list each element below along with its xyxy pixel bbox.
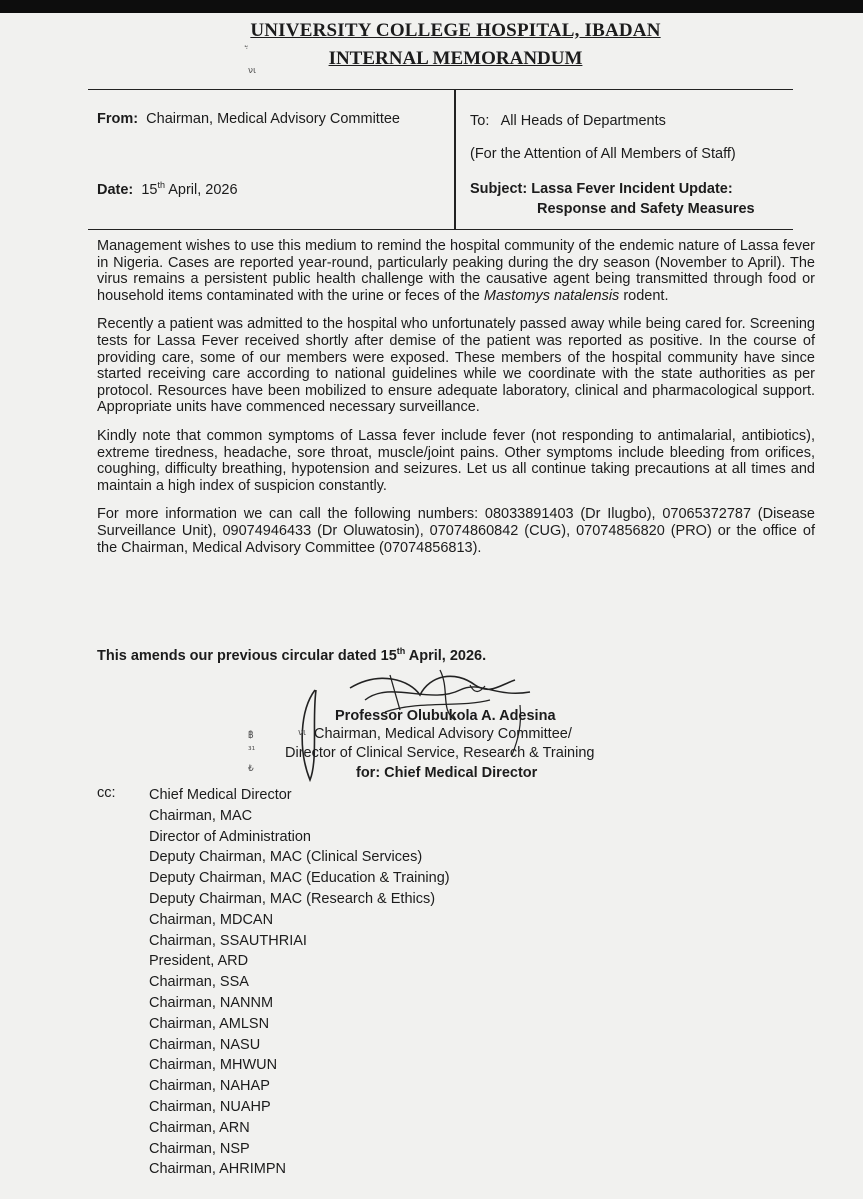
memo-header-divider	[454, 89, 456, 230]
institution-title: UNIVERSITY COLLEGE HOSPITAL, IBADAN	[250, 20, 661, 41]
amendment-note: This amends our previous circular dated 15th April, 2026.	[97, 646, 487, 664]
cc-recipient: Chairman, NUAHP	[149, 1098, 271, 1115]
memo-body	[97, 238, 815, 568]
cc-recipient: Chairman, AMLSN	[149, 1015, 270, 1032]
cc-recipient: Chairman, SSA	[149, 974, 249, 991]
cc-recipient: Chairman, MAC	[149, 807, 253, 824]
stamp-fragment: νι	[248, 66, 257, 76]
stamp-fragment: νι	[298, 728, 307, 738]
paragraph-incident: Recently a patient was admitted to the hospital who unfortunately passed away while being cared for. Screening tests for Lassa Fever received shortly after demise of the patient was reported as positive. In the course of providing care, some of our members were exposed. These members of the hospital community have since started receiving care according to national guidelines while we coordinate with the state authorities as per protocol. Resources have been mobilized to ensure adequate laboratory, clinical and pharmacological support. Appropriate units have commenced necessary surveillance.	[97, 316, 815, 416]
cc-recipient: Chairman, AHRIMPN	[149, 1161, 286, 1178]
cc-recipient: Chairman, MDCAN	[149, 911, 274, 928]
paragraph-contacts: For more information we can call the following numbers: 08033891403 (Dr Ilugbo), 07065372787 (Disease Surveillance Unit), 09074946433 (Dr Oluwatosin), 07074860842 (CUG), 07074856820 (PRO) or the office of the Chairman, Medical Advisory Committee (07074856813).	[97, 506, 815, 556]
cc-recipient: Deputy Chairman, MAC (Education & Training)	[149, 870, 450, 887]
cc-recipient: Director of Administration	[149, 828, 311, 845]
to-line: To: All Heads of Departments	[470, 113, 666, 129]
cc-recipient: Chief Medical Director	[149, 787, 292, 803]
signatory-name: Professor Olubukola A. Adesina	[335, 708, 556, 724]
date-line: Date: 15th April, 2026	[97, 180, 238, 198]
document-type-title: INTERNAL MEMORANDUM	[328, 48, 583, 69]
stamp-fragment: ³¹	[248, 746, 256, 756]
paragraph-background: Management wishes to use this medium to remind the hospital community of the endemic nature of Lassa fever in Nigeria. Cases are reported year-round, particularly peaking during the dry season (November to April). The virus remains a persistent public health challenge with the causative agent being transmitted through food or household items contaminated with the urine or feces of the Mastomys natalensis rodent.	[97, 238, 815, 304]
stamp-fragment: ฿ิ	[248, 731, 254, 741]
signatory-for: for: Chief Medical Director	[356, 765, 538, 781]
signatory-title-1: Chairman, Medical Advisory Committee/	[314, 726, 572, 742]
cc-recipient: Chairman, SSAUTHRIAI	[149, 932, 307, 949]
cc-recipient: Deputy Chairman, MAC (Clinical Services)	[149, 849, 423, 866]
cc-label: cc:	[97, 785, 116, 801]
cc-recipient: Chairman, NSP	[149, 1140, 250, 1157]
cc-recipient: President, ARD	[149, 953, 249, 970]
attention-line: (For the Attention of All Members of Staff)	[470, 146, 736, 162]
from-line: From: Chairman, Medical Advisory Committee	[97, 111, 400, 127]
top-edge-bar	[0, 0, 863, 13]
subject-line: Subject: Lassa Fever Incident Update:	[470, 181, 733, 197]
cc-recipient: Chairman, NAHAP	[149, 1078, 270, 1095]
cc-recipient: Chairman, MHWUN	[149, 1057, 278, 1074]
cc-recipient: Chairman, NASU	[149, 1036, 261, 1053]
signatory-title-2: Director of Clinical Service, Research & Training	[285, 745, 595, 761]
cc-recipient: Chairman, NANNM	[149, 994, 274, 1011]
stamp-fragment: ₺	[248, 764, 254, 774]
cc-recipient: Deputy Chairman, MAC (Research & Ethics)	[149, 890, 436, 907]
cc-recipient-list	[149, 785, 450, 1180]
subject-line-2: Response and Safety Measures	[537, 201, 755, 217]
cc-recipient: Chairman, ARN	[149, 1119, 250, 1136]
paragraph-symptoms: Kindly note that common symptoms of Lassa fever include fever (not responding to antimalarial, antibiotics), extreme tiredness, headache, sore throat, muscle/joint pains. Other symptoms include bleeding from orifices, coughing, difficulty breathing, hypotension and seizures. Let us all continue taking precautions at all times and maintain a high index of suspicion constantly.	[97, 427, 815, 494]
